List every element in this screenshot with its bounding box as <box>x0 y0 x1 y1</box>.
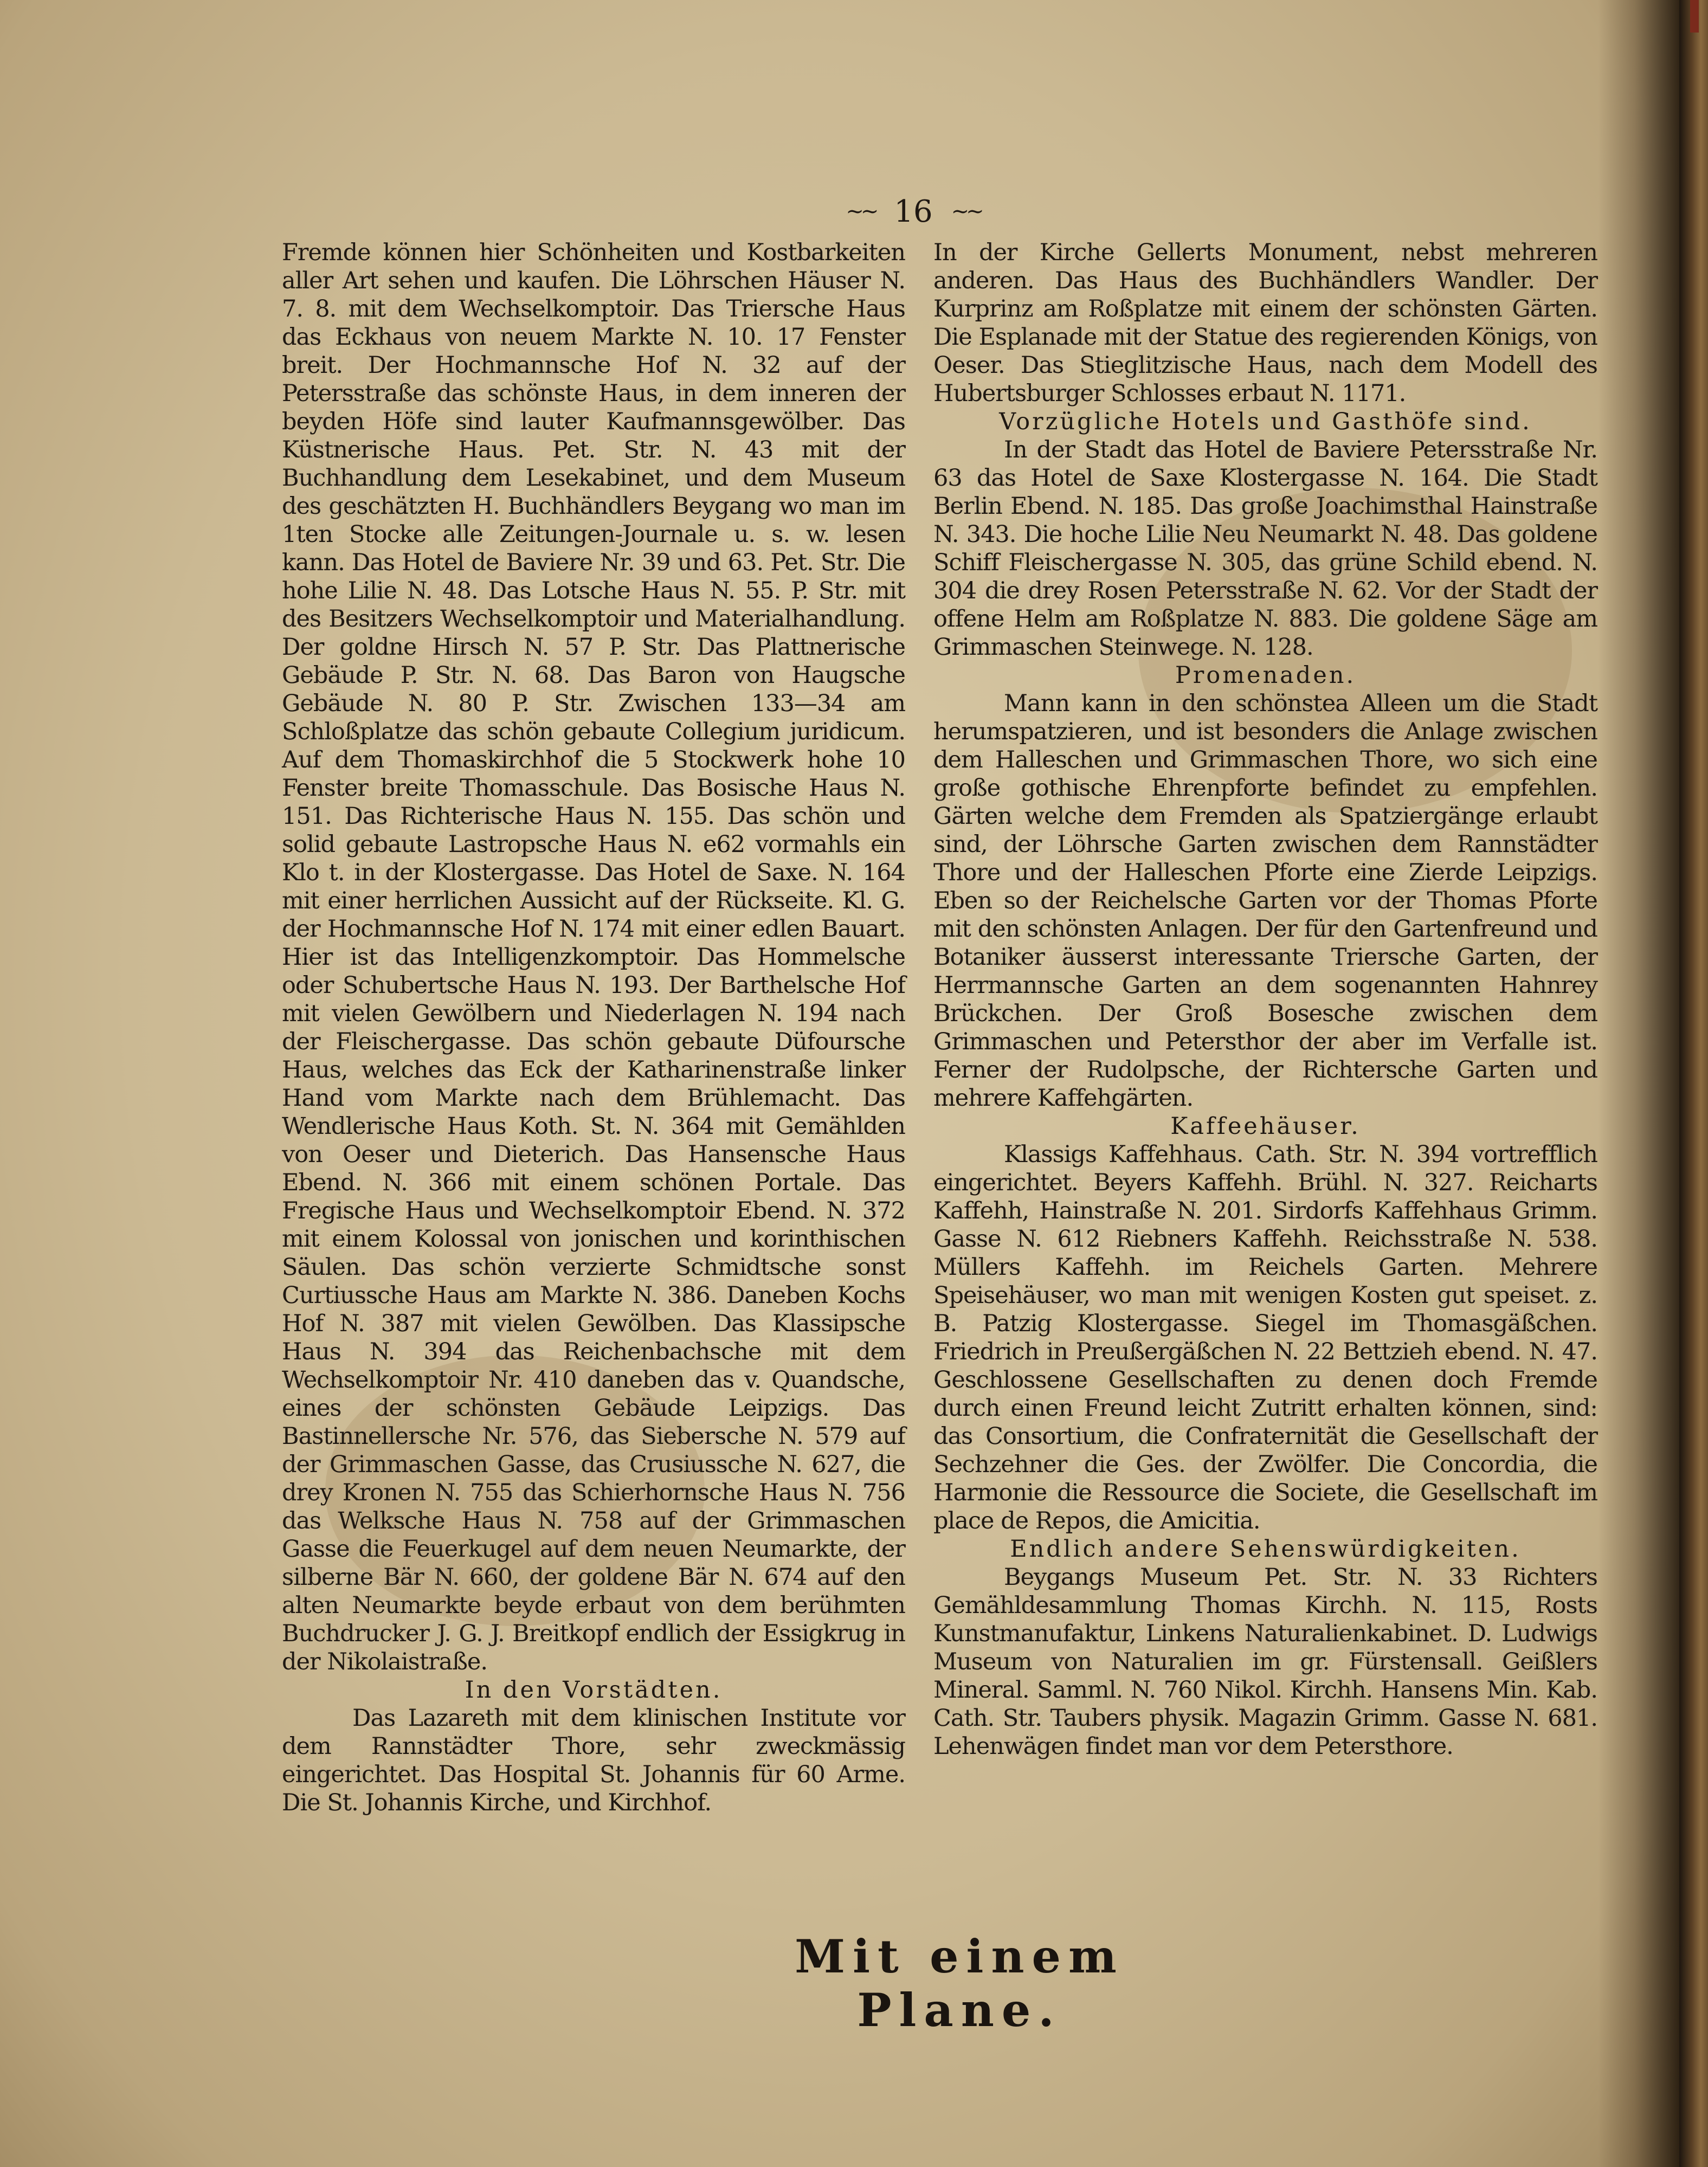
right-paragraph-2: In der Stadt das Hotel de Baviere Petersstraße Nr. 63 das Hotel de Saxe Klostergasse N. 164. Die Stadt Berlin Ebend. N. 185. Das große Joachimsthal Hainstraße N. 343. Die hoche Lilie Neu Neumarkt N. 48. Das goldene Schiff Fleischergasse N. 305, das grüne Schild ebend. N. 304 die drey Rosen Petersstraße N. 62. Vor der Stadt der offene Helm am Roßplatze N. 883. Die goldene Säge am Grimmaschen Steinwege. N. 128. <box>933 436 1597 661</box>
heading-sehenswuerdigkeiten: Endlich andere Sehenswürdigkeiten. <box>1010 1536 1521 1563</box>
right-paragraph-3: Mann kann in den schönstea Alleen um die Stadt herumspatzieren, und ist besonders die Anlage zwischen dem Halleschen und Grimmaschen Thore, wo sich eine große gothische Ehrenpforte befindet zu empfehlen. Gärten welche dem Fremden als Spatziergänge erlaubt sind, der Löhrsche Garten zwischen dem Rannstädter Thore und der Halleschen Pforte eine Zierde Leipzigs. Eben so der Reichelsche Garten vor der Thomas Pforte mit den schönsten Anlagen. Der für den Gartenfreund und Botaniker äusserst interessante Triersche Garten, der Herrmannsche Garten an dem sogenannten Hahnrey Brückchen. Der Groß Bosesche zwischen dem Grimmaschen und Petersthor der aber im Verfalle ist. Ferner der Rudolpsche, der Richtersche Garten und mehrere Kaffehgärten. <box>933 690 1597 1112</box>
right-column <box>933 238 1597 1760</box>
binding-gutter <box>1598 0 1679 2167</box>
heading-kaffeehaeuser: Kaffeehäuser. <box>1170 1113 1361 1140</box>
bookmark-ribbon <box>1690 0 1699 33</box>
right-paragraph-4: Klassigs Kaffehhaus. Cath. Str. N. 394 vortrefflich eingerichtet. Beyers Kaffehh. Brühl. N. 327. Reicharts Kaffehh, Hainstraße N. 201. Sirdorfs Kaffehhaus Grimm. Gasse N. 612 Riebners Kaffehh. Reichsstraße N. 538. Müllers Kaffehh. im Reichels Garten. Mehrere Speisehäuser, wo man mit wenigen Kosten gut speiset. z. B. Patzig Klostergasse. Siegel im Thomasgäßchen. Friedrich in Preußergäßchen N. 22 Bettzieh ebend. N. 47. Geschlossene Gesellschaften zu denen doch Fremde durch einen Freund leicht Zutritt erhalten können, sind: das Consortium, die Confraternität die Gesellschaft der Sechzehner die Ges. der Zwölfer. Die Concordia, die Harmonie die Ressource die Societe, die Gesellschaft im place de Repos, die Amicitia. <box>933 1141 1597 1534</box>
right-paragraph-5: Beygangs Museum Pet. Str. N. 33 Richters Gemähldesammlung Thomas Kirchh. N. 115, Rosts Kunstmanufaktur, Linkens Naturalienkabinet. D. Ludwigs Museum von Naturalien im gr. Fürstensall. Geißlers Mineral. Samml. N. 760 Nikol. Kirchh. Hansens Min. Kab. Cath. Str. Taubers physik. Magazin Grimm. Gasse N. 681. Lehenwägen findet man vor dem Petersthore. <box>933 1564 1597 1760</box>
right-paragraph-1: In der Kirche Gellerts Monument, nebst mehreren anderen. Das Haus des Buchhändlers Wandler. Der Kurprinz am Roßplatze mit einem der schönsten Gärten. Die Esplanade mit der Statue des regierenden Königs, von Oeser. Das Stieglitzische Haus, nach dem Modell des Hubertsburger Schlosses erbaut N. 1171. <box>933 239 1597 407</box>
page-header <box>824 195 1003 228</box>
footer-caption: Mit einem Plane. <box>795 1930 1124 2037</box>
left-column <box>282 238 905 1817</box>
left-paragraph-1: Fremde können hier Schönheiten und Kostbarkeiten aller Art sehen und kaufen. Die Löhrschen Häuser N. 7. 8. mit dem Wechselkomptoir. Das Triersche Haus das Eckhaus von neuem Markte N. 10. 17 Fenster breit. Der Hochmannsche Hof N. 32 auf der Petersstraße das schönste Haus, in dem inneren der beyden Höfe sind lauter Kaufmannsgewölber. Das Küstnerische Haus. Pet. Str. N. 43 mit der Buchhandlung dem Lesekabinet, und dem Museum des geschätzten H. Buchhändlers Beygang wo man im 1ten Stocke alle Zeitungen-Journale u. s. w. lesen kann. Das Hotel de Baviere Nr. 39 und 63. Pet. Str. Die hohe Lilie N. 48. Das Lotsche Haus N. 55. P. Str. mit des Besitzers Wechselkomptoir und Materialhandlung. Der goldne Hirsch N. 57 P. Str. Das Plattnerische Gebäude P. Str. N. 68. Das Baron von Haugsche Gebäude N. 80 P. Str. Zwischen 133—34 am Schloßplatze das schön gebaute Collegium juridicum. Auf dem Thomaskirchhof die 5 Stockwerk hohe 10 Fenster breite Thomasschule. Das Bosische Haus N. 151. Das Richterische Haus N. 155. Das schön und solid gebaute Lastropsche Haus N. e62 vormahls ein Klo t. in der Klostergasse. Das Hotel de Saxe. N. 164 mit einer herrlichen Aussicht auf der Rückseite. Kl. G. der Hochmannsche Hof N. 174 mit einer edlen Bauart. Hier ist das Intelligenzkomptoir. Das Hommelsche oder Schubertsche Haus N. 193. Der Barthelsche Hof mit vielen Gewölbern und Niederlagen N. 194 nach der Fleischergasse. Das schön gebaute Düfoursche Haus, welches das Eck der Katharinenstraße linker Hand vom Markte nach dem Brühlemacht. Das Wendlerische Haus Koth. St. N. 364 mit Gemählden von Oeser und Dieterich. Das Hansensche Haus Ebend. N. 366 mit einem schönen Portale. Das Fregische Haus und Wechselkomptoir Ebend. N. 372 mit einem Kolossal von jonischen und korinthischen Säulen. Das schön verzierte Schmidtsche sonst Curtiussche Haus am Markte N. 386. Daneben Kochs Hof N. 387 mit vielen Gewölben. Das Klassipsche Haus N. 394 das Reichenbachsche mit dem Wechselkomptoir Nr. 410 daneben das v. Quandsche, eines der schönsten Gebäude Leipzigs. Das Bastinnellersche Nr. 576, das Siebersche N. 579 auf der Grimmaschen Gasse, das Crusiussche N. 627, die drey Kronen N. 755 das Schierhornsche Haus N. 756 das Welksche Haus N. 758 auf der Grimmaschen Gasse die Feuerkugel auf dem neuen Neumarkte, der silberne Bär N. 660, der goldene Bär N. 674 auf den alten Neumarkte beyde erbaut von dem berühmten Buchdrucker J. G. J. Breitkopf endlich der Essigkrug in der Nikolaistraße. <box>282 239 905 1675</box>
header-ornament-right: ~~ <box>951 199 981 224</box>
heading-vorstaedte: In den Vorstädten. <box>465 1676 723 1704</box>
left-paragraph-2: Das Lazareth mit dem klinischen Institute vor dem Rannstädter Thore, sehr zweckmässig eingerichtet. Das Hospital St. Johannis für 60 Arme. Die St. Johannis Kirche, und Kirchhof. <box>282 1705 905 1816</box>
page-number: 16 <box>894 194 933 229</box>
adjacent-page-edge <box>1679 0 1708 2167</box>
heading-promenaden: Promenaden. <box>1175 662 1356 689</box>
heading-hotels: Vorzügliche Hotels und Gasthöfe sind. <box>999 408 1532 435</box>
header-ornament-left: ~~ <box>846 199 876 224</box>
